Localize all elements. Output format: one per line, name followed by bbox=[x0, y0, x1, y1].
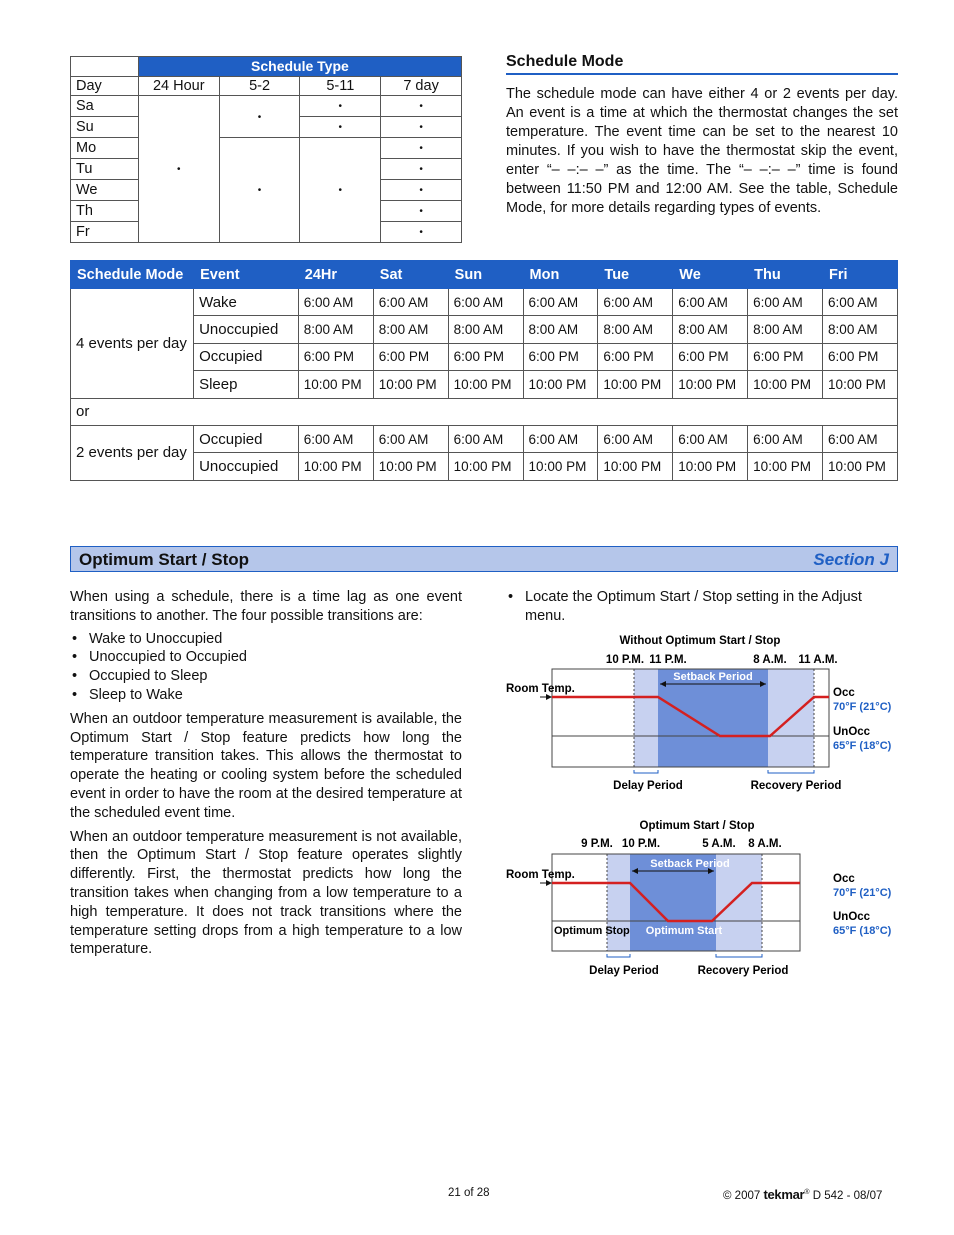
time-cell: 6:00 AM bbox=[673, 425, 748, 452]
four-events-group bbox=[71, 289, 898, 399]
room-temp-label: Room Temp. bbox=[506, 683, 575, 695]
time-cell: 6:00 AM bbox=[748, 289, 823, 316]
event-cell: Occupied bbox=[194, 343, 299, 370]
table-header-row bbox=[71, 261, 898, 289]
time-cell: 6:00 AM bbox=[823, 425, 898, 452]
section-bar bbox=[70, 546, 898, 572]
time-cell: 6:00 AM bbox=[373, 289, 448, 316]
occ-label: Occ bbox=[833, 873, 855, 885]
time-label: 8 A.M. bbox=[748, 838, 782, 850]
day-cell: Th bbox=[71, 201, 139, 222]
event-cell: Occupied bbox=[194, 425, 299, 452]
schedule-mode-label: 2 events per day bbox=[71, 425, 194, 480]
optimum-stop-label: Optimum Stop bbox=[554, 925, 630, 937]
dot: • bbox=[338, 122, 343, 134]
list-item: • Unoccupied to Occupied bbox=[70, 648, 462, 667]
column-header: Event bbox=[194, 261, 299, 289]
time-cell: 10:00 PM bbox=[673, 453, 748, 480]
time-cell: 10:00 PM bbox=[298, 371, 373, 398]
section-label: Section J bbox=[813, 550, 889, 569]
time-cell: 6:00 AM bbox=[298, 289, 373, 316]
time-cell: 10:00 PM bbox=[823, 371, 898, 398]
intro-paragraph: When using a schedule, there is a time lag as one event transitions to another. The four possible transitions are: bbox=[70, 589, 462, 624]
time-cell: 6:00 AM bbox=[298, 425, 373, 452]
room-temp-label: Room Temp. bbox=[506, 869, 575, 881]
time-cell: 6:00 AM bbox=[598, 289, 673, 316]
transition-list bbox=[70, 630, 462, 705]
without-optimum-diagram bbox=[500, 628, 910, 798]
table-row bbox=[71, 343, 898, 370]
dot: • bbox=[419, 164, 423, 176]
dot: • bbox=[257, 111, 262, 123]
time-cell: 8:00 AM bbox=[448, 316, 523, 343]
column-header: Schedule Mode bbox=[71, 261, 194, 289]
dot-cell bbox=[381, 117, 462, 138]
dot-cell bbox=[381, 201, 462, 222]
time-cell: 10:00 PM bbox=[823, 453, 898, 480]
time-cell: 6:00 PM bbox=[748, 343, 823, 370]
time-cell: 10:00 PM bbox=[523, 453, 598, 480]
day-cell: Tu bbox=[71, 159, 139, 180]
column-header: 24 Hour bbox=[138, 76, 219, 96]
dot: • bbox=[419, 122, 423, 134]
or-label: or bbox=[71, 398, 898, 425]
blank-header-cell bbox=[71, 57, 139, 77]
time-cell: 10:00 PM bbox=[298, 453, 373, 480]
time-cell: 8:00 AM bbox=[523, 316, 598, 343]
delay-period-label: Delay Period bbox=[613, 780, 683, 792]
time-cell: 6:00 PM bbox=[373, 343, 448, 370]
time-cell: 6:00 PM bbox=[673, 343, 748, 370]
time-cell: 6:00 AM bbox=[373, 425, 448, 452]
unocc-temp-label: 65°F (18°C) bbox=[833, 925, 892, 937]
delay-bracket bbox=[634, 770, 658, 773]
adjust-menu-list bbox=[506, 588, 898, 626]
time-cell: 6:00 PM bbox=[523, 343, 598, 370]
time-cell: 6:00 AM bbox=[448, 289, 523, 316]
schedule-type-header: Schedule Type bbox=[138, 57, 461, 77]
section-title: Optimum Start / Stop bbox=[79, 550, 249, 569]
time-cell: 10:00 PM bbox=[373, 371, 448, 398]
table-row bbox=[71, 316, 898, 343]
dot: • bbox=[177, 164, 181, 176]
paragraph: When an outdoor temperature measurement is not available, then the Optimum Start / Stop feature operates slightly differently. First, the thermostat predicts how long the transition takes when changing from a low temperature to a high temperature. It does not track transitions where the temperature setting drops from a high temperature to a low temperature. bbox=[70, 828, 462, 958]
delay-period-label: Delay Period bbox=[589, 965, 659, 977]
dot: • bbox=[419, 185, 423, 197]
time-cell: 6:00 AM bbox=[748, 425, 823, 452]
day-cell: Sa bbox=[71, 96, 139, 117]
column-header: 24Hr bbox=[298, 261, 373, 289]
schedule-mode-label: 4 events per day bbox=[71, 289, 194, 399]
optimum-start-label: Optimum Start bbox=[645, 925, 723, 937]
time-cell: 6:00 PM bbox=[448, 343, 523, 370]
dot-cell bbox=[381, 222, 462, 243]
setback-label: Setback Period bbox=[673, 671, 753, 683]
dot: • bbox=[419, 143, 423, 155]
column-header: 5-2 bbox=[219, 76, 300, 96]
day-cell: Mo bbox=[71, 138, 139, 159]
time-cell: 6:00 AM bbox=[673, 289, 748, 316]
time-cell: 10:00 PM bbox=[598, 453, 673, 480]
recovery-bracket bbox=[716, 954, 762, 957]
table-row bbox=[71, 371, 898, 398]
time-label: 10 P.M. bbox=[605, 654, 645, 666]
time-cell: 6:00 PM bbox=[298, 343, 373, 370]
recovery-bracket bbox=[768, 770, 814, 773]
time-cell: 10:00 PM bbox=[748, 453, 823, 480]
time-cell: 6:00 AM bbox=[523, 425, 598, 452]
time-cell: 10:00 PM bbox=[448, 453, 523, 480]
schedule-mode-body: The schedule mode can have either 4 or 2 events per day. An event is a time at which the thermostat changes the set temperature. The event time can be set to the nearest 10 minutes. If you wish to have the thermostat skip the event, enter “– –:– –” as the time. The “– –:– –” time is found between 11:50 PM and 12:00 AM. See the table, Schedule Mode, for more details regarding types of events. bbox=[506, 86, 898, 216]
dot: • bbox=[338, 185, 343, 197]
time-cell: 6:00 AM bbox=[448, 425, 523, 452]
dot-cell bbox=[300, 96, 381, 117]
time-cell: 8:00 AM bbox=[298, 316, 373, 343]
occ-temp-label: 70°F (21°C) bbox=[833, 701, 892, 713]
dot: • bbox=[419, 227, 423, 239]
event-cell: Wake bbox=[194, 289, 299, 316]
dot-cell bbox=[381, 96, 462, 117]
day-cell: We bbox=[71, 180, 139, 201]
recovery-period-label: Recovery Period bbox=[697, 965, 789, 977]
dot: • bbox=[338, 101, 343, 113]
time-cell: 10:00 PM bbox=[448, 371, 523, 398]
time-label: 9 P.M. bbox=[581, 838, 613, 850]
dot-cell bbox=[381, 159, 462, 180]
day-cell: Fr bbox=[71, 222, 139, 243]
time-cell: 8:00 AM bbox=[598, 316, 673, 343]
time-cell: 8:00 AM bbox=[823, 316, 898, 343]
time-cell: 6:00 AM bbox=[823, 289, 898, 316]
paragraph: When an outdoor temperature measurement is available, the Optimum Start / Stop feature predicts how long the temperature transition takes. This allows the thermostat to operate the heating or cooling system before the scheduled event in order to have the room at the desired temperature at the scheduled event time. bbox=[70, 710, 462, 821]
setback-label: Setback Period bbox=[650, 858, 730, 870]
schedule-type-table bbox=[70, 56, 462, 243]
dot-cell bbox=[381, 138, 462, 159]
column-header: 5-11 bbox=[300, 76, 381, 96]
day-cell: Su bbox=[71, 117, 139, 138]
diagram-title: Optimum Start / Stop bbox=[639, 820, 755, 832]
recovery-period-label: Recovery Period bbox=[750, 780, 842, 792]
diagram-title: Without Optimum Start / Stop bbox=[619, 635, 781, 647]
time-label: 11 P.M. bbox=[649, 654, 687, 666]
column-header: 7 day bbox=[381, 76, 462, 96]
document-code: D 542 - 08/07 bbox=[812, 1190, 883, 1202]
time-cell: 6:00 PM bbox=[598, 343, 673, 370]
dot-cell bbox=[300, 138, 381, 243]
unocc-temp-label: 65°F (18°C) bbox=[833, 740, 892, 752]
dot-cell bbox=[300, 117, 381, 138]
schedule-mode-table bbox=[70, 260, 898, 481]
list-item: • Occupied to Sleep bbox=[70, 667, 462, 686]
time-cell: 10:00 PM bbox=[598, 371, 673, 398]
column-header: Tue bbox=[598, 261, 673, 289]
page-number: 21 of 28 bbox=[448, 1187, 490, 1199]
occ-label: Occ bbox=[833, 687, 855, 699]
list-item: • Sleep to Wake bbox=[70, 686, 462, 705]
registered-mark: ® bbox=[804, 1189, 810, 1197]
optimum-start-stop-diagram bbox=[500, 814, 910, 984]
event-cell: Unoccupied bbox=[194, 316, 299, 343]
time-cell: 6:00 AM bbox=[598, 425, 673, 452]
time-cell: 10:00 PM bbox=[523, 371, 598, 398]
column-header: Day bbox=[71, 76, 139, 96]
schedule-mode-heading: Schedule Mode bbox=[506, 53, 898, 75]
time-label: 10 P.M. bbox=[621, 838, 661, 850]
time-cell: 6:00 PM bbox=[823, 343, 898, 370]
time-label: 5 A.M. bbox=[702, 838, 736, 850]
list-item: • Wake to Unoccupied bbox=[70, 630, 462, 649]
brand-logo: tekmar bbox=[763, 1187, 805, 1202]
time-cell: 6:00 AM bbox=[523, 289, 598, 316]
or-row bbox=[71, 398, 898, 425]
column-header: Sun bbox=[448, 261, 523, 289]
dot: • bbox=[419, 101, 423, 113]
event-cell: Unoccupied bbox=[194, 453, 299, 480]
occ-temp-label: 70°F (21°C) bbox=[833, 887, 892, 899]
column-header: Sat bbox=[373, 261, 448, 289]
time-label: 11 A.M. bbox=[798, 654, 838, 666]
column-header: Fri bbox=[823, 261, 898, 289]
time-cell: 10:00 PM bbox=[673, 371, 748, 398]
dot-cell bbox=[381, 180, 462, 201]
time-cell: 8:00 AM bbox=[748, 316, 823, 343]
unocc-label: UnOcc bbox=[833, 726, 871, 738]
dot-cell bbox=[219, 138, 300, 243]
table-row bbox=[71, 289, 898, 316]
table-row bbox=[71, 425, 898, 452]
column-header: Mon bbox=[523, 261, 598, 289]
column-header: Thu bbox=[748, 261, 823, 289]
list-item: • Locate the Optimum Start / Stop setting in the Adjust menu. bbox=[506, 588, 898, 626]
dot: • bbox=[419, 206, 423, 218]
time-label: 8 A.M. bbox=[753, 654, 787, 666]
column-header: We bbox=[673, 261, 748, 289]
dot-cell bbox=[138, 96, 219, 243]
footer-brand bbox=[723, 1187, 882, 1202]
time-cell: 8:00 AM bbox=[373, 316, 448, 343]
unocc-label: UnOcc bbox=[833, 911, 871, 923]
event-cell: Sleep bbox=[194, 371, 299, 398]
delay-bracket bbox=[607, 954, 630, 957]
dot: • bbox=[257, 185, 262, 197]
two-events-group bbox=[71, 425, 898, 480]
time-cell: 10:00 PM bbox=[373, 453, 448, 480]
time-cell: 10:00 PM bbox=[748, 371, 823, 398]
left-column bbox=[70, 588, 462, 959]
copyright: © 2007 bbox=[723, 1190, 761, 1202]
table-row bbox=[71, 453, 898, 480]
time-cell: 8:00 AM bbox=[673, 316, 748, 343]
dot-cell bbox=[219, 96, 300, 138]
